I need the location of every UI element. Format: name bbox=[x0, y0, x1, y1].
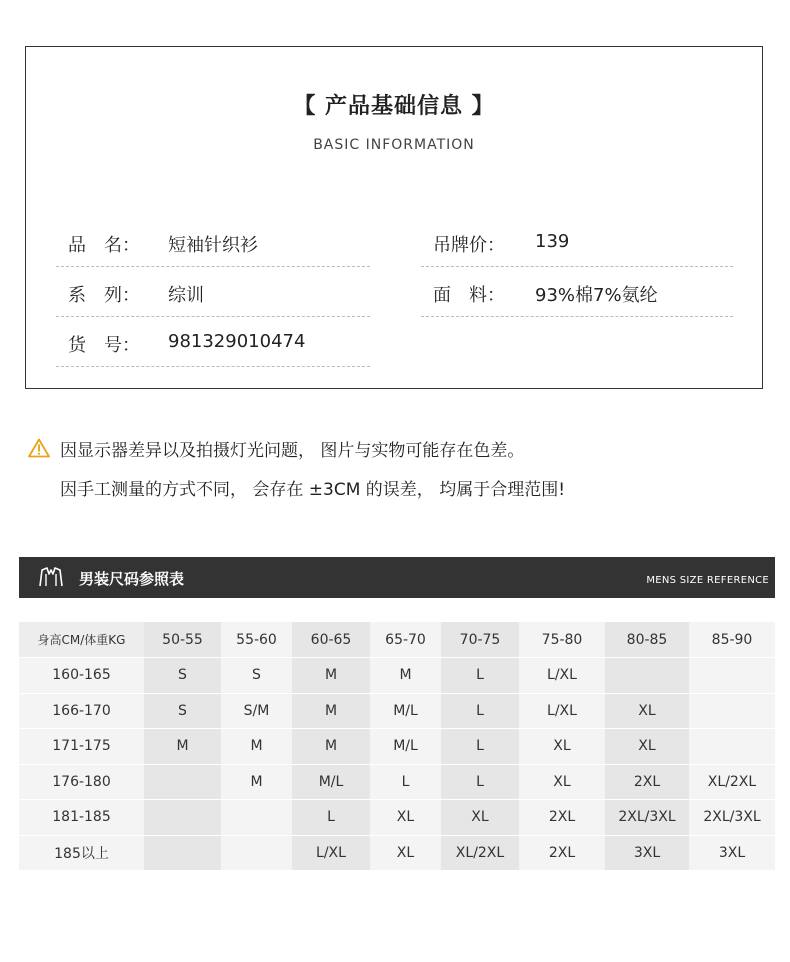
size-cell: 2XL bbox=[605, 764, 689, 800]
size-cell: XL/2XL bbox=[441, 835, 519, 871]
field-label: 系 列： bbox=[68, 285, 140, 306]
size-cell: S bbox=[221, 658, 292, 694]
size-cell bbox=[689, 693, 775, 729]
size-cell: S bbox=[144, 693, 221, 729]
size-cell: S/M bbox=[221, 693, 292, 729]
size-cell: L/XL bbox=[519, 658, 605, 694]
notice-line-2: 因手工测量的方式不同， 会存在 ±3CM 的误差， 均属于合理范围! bbox=[60, 480, 566, 500]
size-cell: L bbox=[441, 764, 519, 800]
height-cell: 166-170 bbox=[19, 693, 144, 729]
size-cell: 3XL bbox=[605, 835, 689, 871]
size-cell: XL bbox=[370, 800, 441, 836]
size-chart-header bbox=[19, 557, 775, 598]
size-cell: XL bbox=[605, 729, 689, 765]
field-value: 短袖针织衫 bbox=[168, 235, 258, 256]
field-value: 981329010474 bbox=[168, 331, 306, 352]
size-table-corner-label: 身高CM/体重KG bbox=[19, 622, 144, 658]
field-tag-price bbox=[421, 217, 733, 267]
size-cell: M/L bbox=[370, 693, 441, 729]
size-cell: XL bbox=[605, 693, 689, 729]
weight-header-cell: 85-90 bbox=[689, 622, 775, 658]
field-label: 吊牌价： bbox=[433, 235, 505, 256]
size-cell bbox=[144, 835, 221, 871]
size-cell: 2XL/3XL bbox=[689, 800, 775, 836]
size-cell bbox=[689, 658, 775, 694]
size-table-header-row bbox=[19, 622, 775, 658]
size-cell: M bbox=[292, 729, 370, 765]
weight-header-cell: 80-85 bbox=[605, 622, 689, 658]
size-cell: M bbox=[370, 658, 441, 694]
size-cell: XL bbox=[441, 800, 519, 836]
height-cell: 181-185 bbox=[19, 800, 144, 836]
size-cell: L/XL bbox=[292, 835, 370, 871]
size-cell: L/XL bbox=[519, 693, 605, 729]
field-value: 139 bbox=[535, 231, 570, 252]
size-cell bbox=[605, 658, 689, 694]
size-cell: M bbox=[292, 658, 370, 694]
shirt-logo-icon bbox=[37, 566, 65, 588]
size-cell: 3XL bbox=[689, 835, 775, 871]
info-subtitle: BASIC INFORMATION bbox=[313, 137, 475, 153]
table-row bbox=[19, 658, 775, 694]
size-cell: M/L bbox=[370, 729, 441, 765]
size-cell bbox=[221, 835, 292, 871]
size-cell: L bbox=[370, 764, 441, 800]
field-value: 综训 bbox=[168, 285, 204, 306]
size-cell: L bbox=[441, 693, 519, 729]
table-row bbox=[19, 729, 775, 765]
weight-header-cell: 60-65 bbox=[292, 622, 370, 658]
table-row bbox=[19, 835, 775, 871]
size-cell: M/L bbox=[292, 764, 370, 800]
size-cell: 2XL bbox=[519, 800, 605, 836]
size-cell bbox=[221, 800, 292, 836]
size-cell: M bbox=[221, 729, 292, 765]
size-cell: L bbox=[441, 729, 519, 765]
height-cell: 171-175 bbox=[19, 729, 144, 765]
notice-line-1: 因显示器差异以及拍摄灯光问题， 图片与实物可能存在色差。 bbox=[60, 441, 525, 461]
weight-header-cell: 55-60 bbox=[221, 622, 292, 658]
size-chart-title: 男装尺码参照表 bbox=[79, 570, 185, 588]
field-value: 93%棉7%氨纶 bbox=[535, 285, 658, 306]
field-series bbox=[56, 267, 370, 317]
size-cell bbox=[144, 764, 221, 800]
table-row bbox=[19, 693, 775, 729]
size-cell: XL bbox=[519, 729, 605, 765]
size-chart-table bbox=[19, 622, 775, 871]
field-label: 品 名： bbox=[68, 235, 140, 256]
info-title: 【 产品基础信息 】 bbox=[293, 94, 495, 119]
size-cell: M bbox=[292, 693, 370, 729]
size-cell: XL bbox=[519, 764, 605, 800]
size-cell: XL/2XL bbox=[689, 764, 775, 800]
height-cell: 160-165 bbox=[19, 658, 144, 694]
table-row bbox=[19, 764, 775, 800]
weight-header-cell: 70-75 bbox=[441, 622, 519, 658]
size-chart-title-en: MENS SIZE REFERENCE bbox=[646, 575, 769, 586]
table-row bbox=[19, 800, 775, 836]
size-cell: M bbox=[221, 764, 292, 800]
size-cell bbox=[144, 800, 221, 836]
height-cell: 185以上 bbox=[19, 835, 144, 871]
size-cell: 2XL bbox=[519, 835, 605, 871]
field-fabric bbox=[421, 267, 733, 317]
field-item-number bbox=[56, 317, 370, 367]
field-label: 货 号： bbox=[68, 335, 140, 356]
height-cell: 176-180 bbox=[19, 764, 144, 800]
weight-header-cell: 75-80 bbox=[519, 622, 605, 658]
size-cell: XL bbox=[370, 835, 441, 871]
weight-header-cell: 50-55 bbox=[144, 622, 221, 658]
size-cell bbox=[689, 729, 775, 765]
size-cell: 2XL/3XL bbox=[605, 800, 689, 836]
warning-triangle-icon bbox=[28, 438, 50, 458]
field-product-name bbox=[56, 217, 370, 267]
product-info-box bbox=[25, 46, 763, 389]
weight-header-cell: 65-70 bbox=[370, 622, 441, 658]
size-cell: L bbox=[292, 800, 370, 836]
size-cell: L bbox=[441, 658, 519, 694]
size-cell: S bbox=[144, 658, 221, 694]
size-cell: M bbox=[144, 729, 221, 765]
field-label: 面 料： bbox=[433, 285, 505, 306]
